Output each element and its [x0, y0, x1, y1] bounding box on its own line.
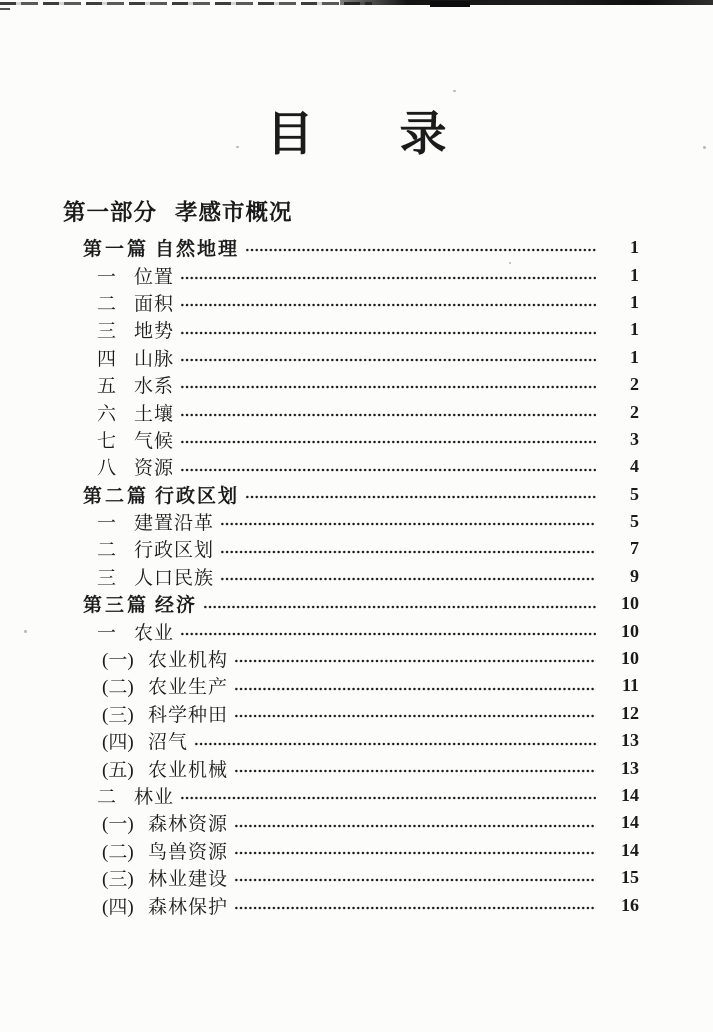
page-number: 9 [630, 565, 639, 586]
scan-edge-segment [0, 2, 372, 5]
dot-leader [220, 508, 596, 535]
entry-title: 建置沿革 [134, 513, 215, 535]
entry-number: 五 [97, 376, 117, 398]
dot-leader [234, 700, 596, 727]
toc-entry [40, 672, 644, 699]
entry-number: (五) [102, 759, 134, 781]
entry-number: 二 [97, 540, 117, 562]
entry-title: 经济 [155, 595, 198, 617]
page-number: 5 [630, 483, 639, 504]
entry-title: 位置 [134, 266, 175, 288]
entry-title: 森林资源 [148, 814, 229, 836]
toc-entry [40, 234, 644, 261]
dot-leader [180, 426, 596, 453]
part-heading [63, 195, 293, 227]
page-title-char: 录 [399, 109, 447, 161]
page-number: 10 [621, 593, 639, 614]
dot-leader [234, 754, 596, 781]
page-number: 14 [621, 785, 639, 805]
dot-leader [234, 645, 596, 672]
entry-title: 农业 [134, 622, 175, 644]
toc-entry [40, 864, 644, 891]
page-number: 2 [630, 374, 639, 395]
dot-leader [234, 837, 596, 864]
toc-entry [40, 398, 644, 425]
toc-entry [40, 316, 644, 343]
dot-leader [180, 261, 596, 288]
page-number: 11 [621, 675, 639, 696]
entry-number: 四 [97, 348, 117, 370]
toc-entry [40, 535, 644, 562]
entry-title: 面积 [134, 293, 175, 315]
entry-title: 沼气 [148, 732, 189, 754]
scan-edge-segment [340, 0, 713, 5]
page-number: 16 [621, 894, 639, 915]
page-title-char: 目 [266, 109, 314, 161]
entry-number: 二 [97, 787, 117, 808]
page-number: 13 [621, 730, 639, 751]
toc-entry [40, 782, 644, 809]
entry-number: 一 [97, 513, 117, 535]
toc-list [40, 234, 644, 919]
page-number: 15 [621, 867, 639, 888]
toc-entry [40, 754, 644, 781]
entry-number: (四) [102, 896, 134, 918]
page-number: 1 [630, 319, 639, 340]
page-title [0, 110, 713, 162]
dot-leader [180, 371, 596, 398]
entry-title: 林业 [134, 787, 175, 808]
entry-title: 山脉 [134, 348, 175, 370]
entry-number: 三 [97, 567, 117, 589]
toc-entry [40, 508, 644, 535]
entry-title: 人口民族 [134, 567, 215, 589]
entry-number: (一) [102, 814, 134, 836]
toc-entry [40, 727, 644, 754]
entry-number: 一 [97, 622, 117, 644]
dot-leader [234, 672, 596, 699]
toc-entry [40, 453, 644, 480]
dot-leader [245, 481, 596, 508]
dot-leader [180, 453, 596, 480]
toc-entry [40, 481, 644, 508]
page-number: 1 [630, 237, 639, 258]
entry-title: 农业机械 [148, 759, 229, 781]
entry-title: 鸟兽资源 [148, 841, 229, 863]
dot-leader [180, 617, 596, 644]
scan-speck [24, 630, 27, 633]
dot-leader [180, 398, 596, 425]
page-number: 2 [630, 401, 639, 422]
toc-entry [40, 563, 644, 590]
entry-title: 农业生产 [148, 677, 229, 699]
entry-title: 土壤 [134, 403, 175, 425]
page-number: 10 [621, 648, 639, 669]
entry-title: 行政区划 [155, 485, 240, 507]
dot-leader [234, 809, 596, 836]
toc-entry [40, 289, 644, 316]
entry-title: 气候 [134, 430, 175, 452]
entry-title: 水系 [134, 376, 175, 398]
page-number: 14 [621, 812, 639, 833]
toc-entry [40, 809, 644, 836]
dot-leader [220, 535, 596, 562]
toc-entry [40, 617, 644, 644]
scan-edge-segment [430, 1, 470, 7]
entry-number: (一) [102, 650, 134, 672]
dot-leader [180, 289, 596, 316]
page-number: 1 [630, 291, 639, 312]
toc-entry [40, 590, 644, 617]
page-number: 13 [621, 757, 639, 778]
entry-number: 二 [97, 293, 117, 315]
entry-title: 林业建设 [148, 869, 229, 891]
entry-number: 第三篇 [83, 595, 150, 617]
dot-leader [180, 344, 596, 371]
dot-leader [180, 782, 596, 809]
entry-title: 科学种田 [148, 704, 229, 726]
dot-leader [203, 590, 596, 617]
entry-title: 自然地理 [155, 239, 240, 261]
entry-number: 七 [97, 430, 117, 452]
toc-entry [40, 891, 644, 918]
page-number: 10 [621, 620, 639, 641]
page-number: 3 [630, 428, 639, 449]
entry-number: (三) [102, 869, 134, 891]
dot-leader [234, 864, 596, 891]
page-number: 14 [621, 839, 639, 860]
entry-number: 六 [97, 403, 117, 425]
page-number: 1 [630, 346, 639, 367]
toc-entry [40, 837, 644, 864]
entry-number: 第一篇 [83, 239, 150, 261]
entry-number: 八 [97, 458, 117, 480]
page-number: 5 [630, 511, 639, 532]
entry-title: 地势 [134, 321, 175, 343]
entry-number: (二) [102, 841, 134, 863]
page-number: 4 [630, 456, 639, 477]
part-label: 第一部分 [63, 200, 158, 225]
toc-entry [40, 344, 644, 371]
entry-title: 行政区划 [134, 540, 215, 562]
dot-leader [180, 316, 596, 343]
entry-title: 资源 [134, 458, 175, 480]
dot-leader [245, 234, 596, 261]
scan-artifact-top-edge [0, 0, 713, 9]
page-number: 7 [630, 538, 639, 559]
entry-number: (三) [102, 704, 134, 726]
dot-leader [234, 891, 596, 918]
entry-number: (二) [102, 677, 134, 699]
toc-entry [40, 371, 644, 398]
dot-leader [220, 563, 596, 590]
scan-speck [453, 90, 456, 92]
toc-entry [40, 700, 644, 727]
entry-number: 三 [97, 321, 117, 343]
entry-number: 第二篇 [83, 485, 150, 507]
entry-title: 农业机构 [148, 650, 229, 672]
entry-title: 森林保护 [148, 896, 229, 918]
entry-number: 一 [97, 266, 117, 288]
page-number: 12 [621, 702, 639, 723]
entry-number: (四) [102, 732, 134, 754]
scan-edge-dash [0, 8, 10, 10]
toc-entry [40, 261, 644, 288]
page-number: 1 [630, 264, 639, 285]
dot-leader [194, 727, 596, 754]
toc-entry [40, 645, 644, 672]
toc-entry [40, 426, 644, 453]
part-title: 孝感市概况 [175, 200, 293, 225]
